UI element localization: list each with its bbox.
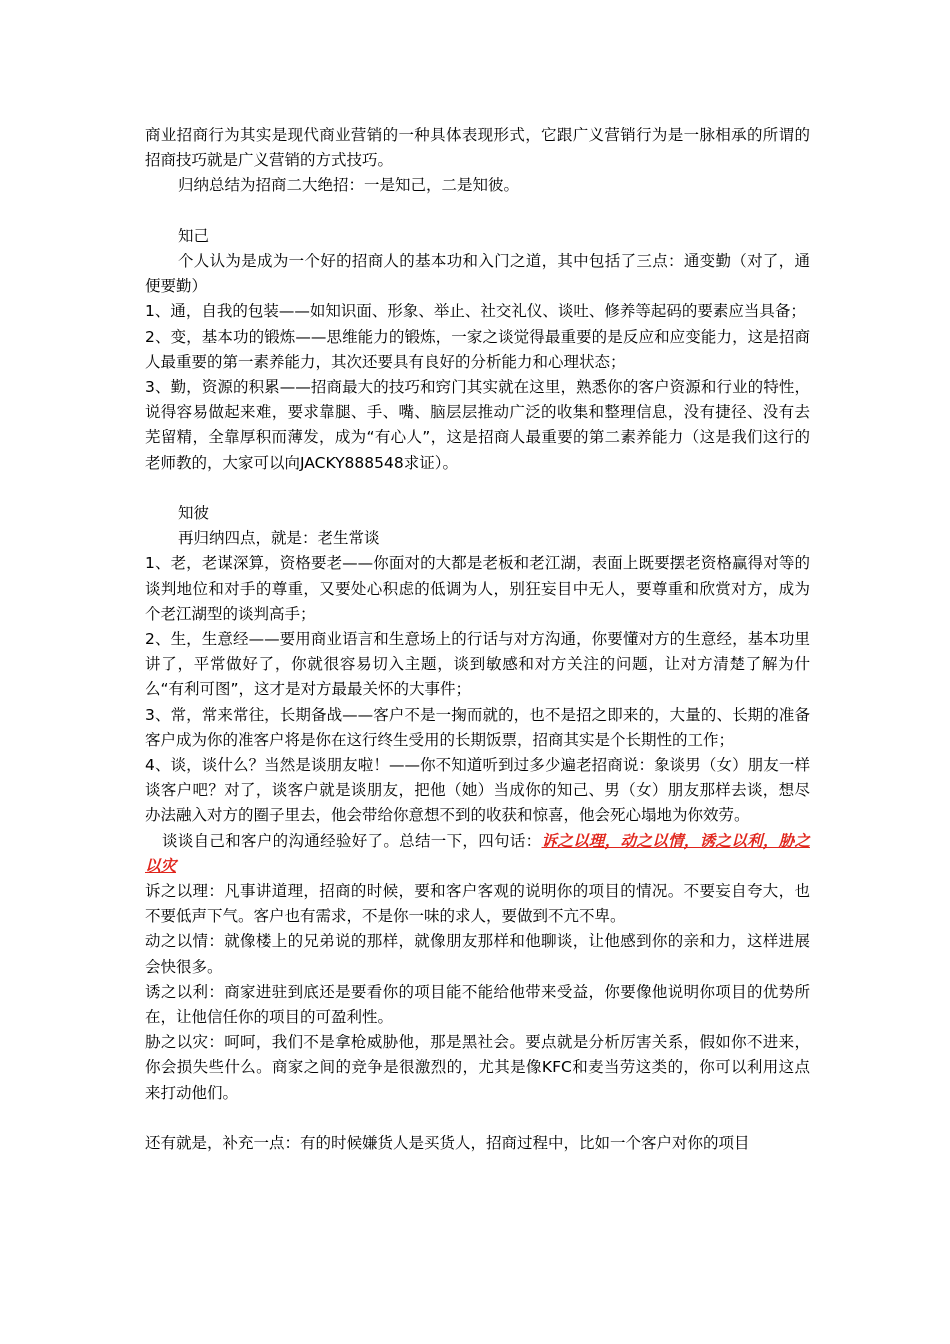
spacer [145, 199, 810, 224]
list-item: 1、通，自我的包装——如知识面、形象、举止、社交礼仪、谈吐、修养等起码的要素应当具备； [145, 302, 806, 321]
principle-item: 诉之以理：凡事讲道理，招商的时候，要和客户客观的说明你的项目的情况。不要妄自夸大，也不要低声下气。客户也有需求，不是你一味的求人，要做到不亢不卑。 [145, 882, 810, 926]
list-item: 2、变，基本功的锻炼——思维能力的锻炼，一家之谈觉得最重要的是反应和应变能力，这是招商人最重要的第一素养能力，其次还要具有良好的分析能力和心理状态； [145, 327, 810, 371]
summary-lead: 谈谈自己和客户的沟通经验好了。总结一下，四句话： [162, 831, 542, 850]
principle-item: 胁之以灾：呵呵，我们不是拿枪威胁他，那是黑社会。要点就是分析厉害关系，假如你不进来，你会损失些什么。商家之间的竞争是很激烈的，尤其是像KFC和麦当劳这类的，你可以利用这点来打动他们。 [145, 1033, 810, 1102]
summary-paragraph [145, 829, 810, 879]
spacer [145, 476, 810, 501]
section-heading-zhibi: 知彼 [178, 504, 210, 523]
document-page [145, 123, 810, 1156]
intro-summary: 归纳总结为招商二大绝招：一是知己，二是知彼。 [178, 176, 520, 195]
principle-item: 诱之以利：商家进驻到底还是要看你的项目能不能给他带来受益，你要像他说明你项目的优势所在，让他信任你的项目的可盈利性。 [145, 982, 810, 1027]
closing-paragraph: 还有就是，补充一点：有的时候嫌货人是买货人，招商过程中，比如一个客户对你的项目 [145, 1134, 750, 1153]
list-item: 3、常，常来常往，长期备战——客户不是一掬而就的，也不是招之即来的，大量的、长期的准备客户成为你的准客户将是你在这行终生受用的长期饭票，招商其实是个长期性的工作； [145, 705, 810, 749]
section-heading-zhiji: 知己 [178, 226, 210, 245]
list-item: 3、勤，资源的积累——招商最大的技巧和窍门其实就在这里，熟悉你的客户资源和行业的特性，说得容易做起来难，要求靠腿、手、嘴、脑层层推动广泛的收集和整理信息，没有捷径、没有去芜留精，全靠厚积而薄发，成为“有心人”，这是招商人最重要的第二素养能力（这是我们这行的老师教的，大家可以向JACKY888548求证）。 [145, 378, 810, 472]
list-item: 4、谈，谈什么？当然是谈朋友啦！——你不知道听到过多少遍老招商说：象谈男（女）朋友一样谈客户吧？对了，谈客户就是谈朋友，把他（她）当成你的知己、男（女）朋友那样去谈，想尽办法融入对方的圈子里去，他会带给你意想不到的收获和惊喜，他会死心塌地为你效劳。 [145, 756, 810, 825]
list-item: 1、老，老谋深算，资格要老——你面对的大都是老板和老江湖，表面上既要摆老资格赢得对等的谈判地位和对手的尊重，又要处心积虑的低调为人，别狂妄目中无人，要尊重和欣赏对方，成为个老江湖型的谈判高手； [145, 554, 810, 623]
summary-highlight: 诉之以理，动之以情，诱之以利，胁之以灾 [145, 831, 810, 875]
section-lead-zhiji: 个人认为是成为一个好的招商人的基本功和入门之道，其中包括了三点：通变勤（对了，通便要勤） [145, 252, 810, 296]
spacer [145, 1106, 810, 1131]
list-item: 2、生，生意经——要用商业语言和生意场上的行话与对方沟通，你要懂对方的生意经，基本功里讲了，平常做好了，你就很容易切入主题，谈到敏感和对方关注的问题，让对方清楚了解为什么“有利可图”，这才是对方最最关怀的大事件； [145, 630, 810, 699]
intro-paragraph: 商业招商行为其实是现代商业营销的一种具体表现形式，它跟广义营销行为是一脉相承的所谓的招商技巧就是广义营销的方式技巧。 [145, 126, 810, 170]
principle-item: 动之以情：就像楼上的兄弟说的那样，就像朋友那样和他聊谈，让他感到你的亲和力，这样进展会快很多。 [145, 932, 810, 976]
section-lead-zhibi: 再归纳四点，就是：老生常谈 [178, 529, 380, 548]
